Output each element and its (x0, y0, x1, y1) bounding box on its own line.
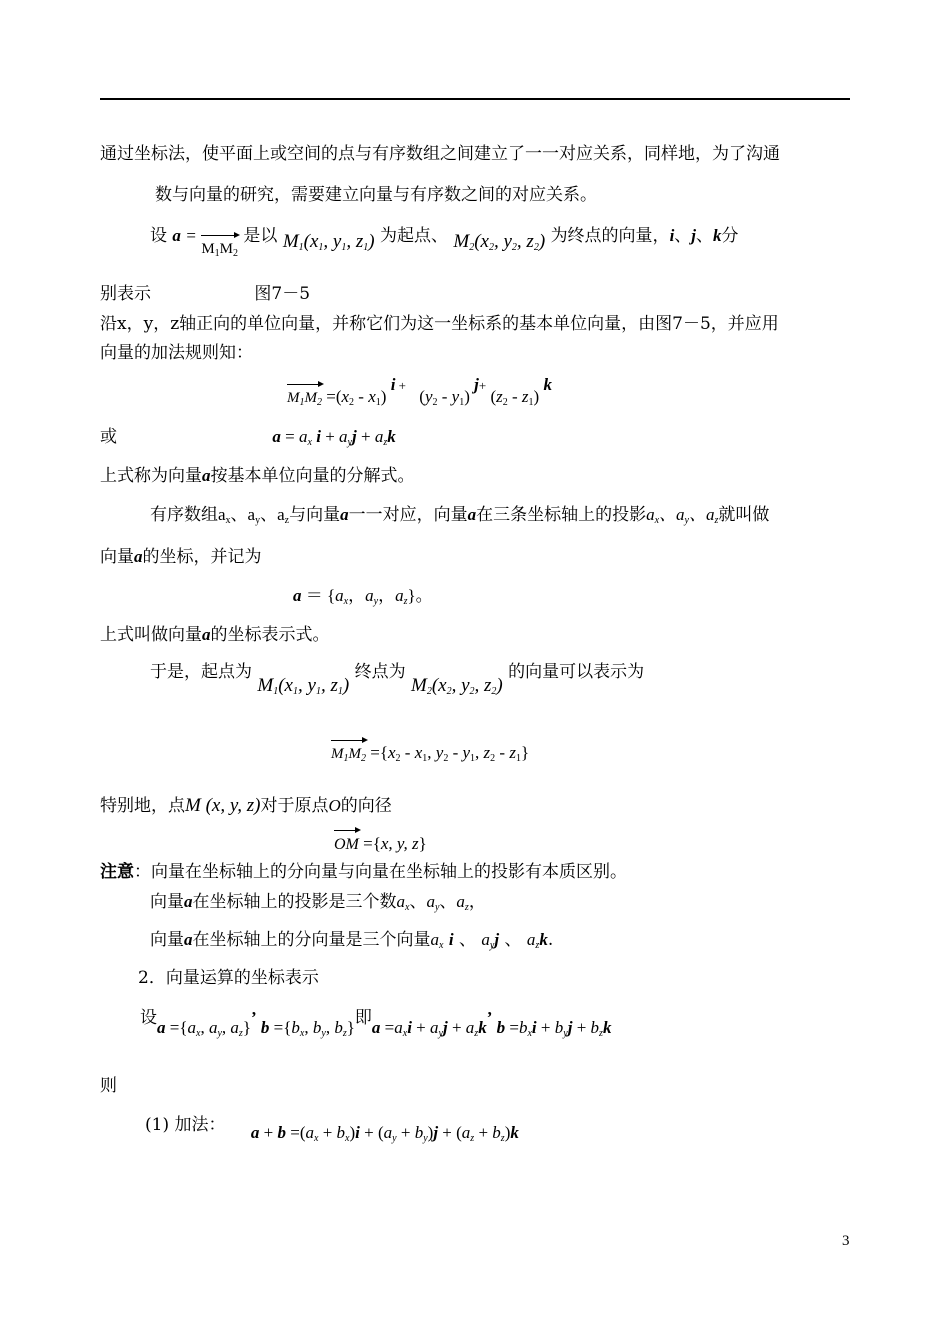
note-component-line: 向量a在坐标轴上的分向量是三个向量$a_x$ i 、 $a_yj$ 、 $a_zk$. (150, 930, 554, 951)
header-rule (100, 98, 850, 100)
note-projection-line: 向量a在坐标轴上的投影是三个数$a_x$、$a_y$、$a_z$， (150, 892, 486, 913)
then-label: 则 (100, 1076, 117, 1096)
paragraph-line13: 于是，起点为 $M_1(x_1$, $y_1$, $z_1$) 终点为 $M_2(x_2$, $y_2$, $z_2$) 的向量可以表示为 (150, 662, 645, 697)
formula-coordinates: $a = \{a_x$，$a_y$，$a_z$}。 (293, 586, 433, 607)
addition-line: (1) 加法： $a + b =(a_x + b_x)i + (a_y + b_y)j + (a_z + b_z)k$ (145, 1115, 519, 1144)
definition-line: 设 $a = M_1M_2$ 是以 $M_1(x_1$, $y_1$, $z_1$) 为起点、 $M_2(x_2$, $y_2$, $z_2$) 为终点的向量，i、j、k分 (150, 226, 739, 259)
note-line: 注意：向量在坐标轴上的分向量与向量在坐标轴上的投影有本质区别。 (100, 862, 627, 882)
paragraph-line15: 特别地，点M (x, y, z)对于原点O的向径 (100, 795, 392, 816)
formula-decomposition: $M_1M_2 =(x_2 - x_1)$ i + $(y_2 - y_1)$ j+ $(z_2 - z_1)$ k (287, 375, 552, 408)
paragraph-line8: 上式称为向量a按基本单位向量的分解式。 (100, 466, 415, 486)
paragraph-line4: 别表示 图7－5 (100, 284, 311, 304)
paragraph-line6: 向量的加法规则知： (100, 343, 253, 363)
paragraph-intro-line1: 通过坐标法，使平面上或空间的点与有序数组之间建立了一一对应关系，同样地，为了沟通 (100, 144, 780, 164)
section-heading-2: 2．向量运算的坐标表示 (138, 968, 319, 988)
page-number: 3 (842, 1233, 850, 1249)
formula-alt-line: 或 $a = a_x$ $i + a_yj + a_zk$ (100, 427, 396, 448)
formula-radius-vector: OM ={x, y, z} (334, 830, 427, 854)
paragraph-intro-line2: 数与向量的研究，需要建立向量与有序数之间的对应关系。 (155, 185, 597, 205)
paragraph-line5: 沿x，y，z轴正向的单位向量，并称它们为这一坐标系的基本单位向量，由图7－5，并应用 (100, 314, 779, 334)
formula-set-ab: 设$a =\{a_x$, $a_y$, $a_z$}’ $b =\{b_x$, $b_y$, $b_z$}即$a =a_xi + a_yj + a_zk$’ $b =b_xi + b_yj + b_zk$ (140, 1008, 612, 1039)
paragraph-line10: 向量a的坐标，并记为 (100, 547, 262, 567)
formula-vector-coords: $M_1M_2 =\{x_2 - x_1$, $y_2 - y_1$, $z_2 - z_1$} (331, 740, 529, 765)
paragraph-line9: 有序数组$a_x$、$a_y$、$a_z$与向量a一一对应，向量a在三条坐标轴上的投影$a_x$、$a_y$、$a_z$就叫做 (150, 505, 770, 526)
paragraph-line12: 上式叫做向量a的坐标表示式。 (100, 625, 330, 645)
